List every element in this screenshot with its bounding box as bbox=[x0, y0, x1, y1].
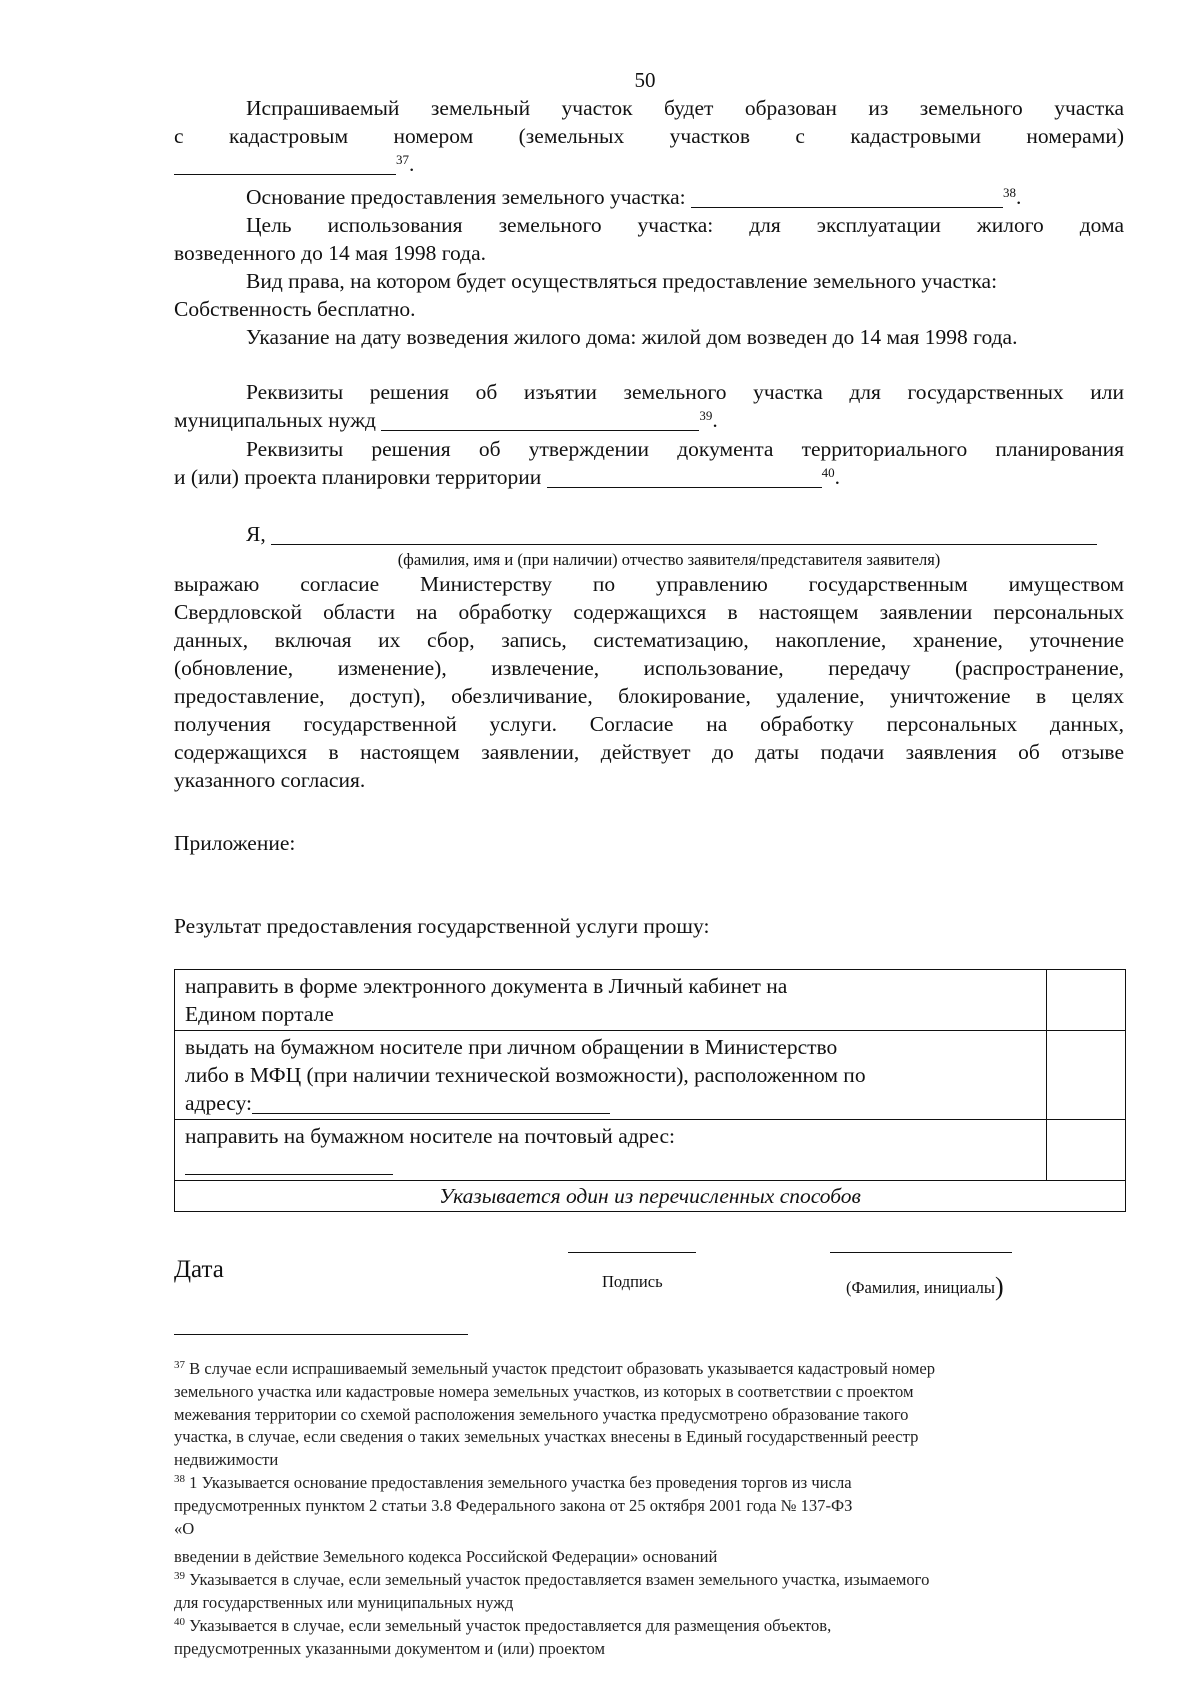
footnote-line: «О bbox=[174, 1518, 195, 1538]
signature-label: Подпись bbox=[602, 1272, 663, 1291]
option-row bbox=[175, 1031, 1126, 1120]
applicant-line: Я, bbox=[174, 520, 1124, 548]
option-note-row bbox=[175, 1181, 1126, 1212]
text-line: Реквизиты решения об изъятии земельного участка для государственных или bbox=[246, 380, 1124, 404]
footnote-38: $^{38}$ 1 Указывается основание предоставления земельного участка без проведения торгов из числа bbox=[174, 1472, 852, 1492]
postal-address-field[interactable] bbox=[185, 1154, 393, 1175]
basis-paragraph bbox=[174, 183, 1124, 211]
option-text: направить на бумажном носителе на почтовый адрес: bbox=[175, 1120, 1047, 1181]
result-title: Результат предоставления государственной услуги прошу: bbox=[174, 914, 710, 938]
text-line: указанного согласия. bbox=[174, 768, 366, 792]
text-line: с кадастровым номером (земельных участков с кадастровыми номерами) bbox=[174, 124, 1124, 148]
applicant-hint: (фамилия, имя и (при наличии) отчество заявителя/представителя заявителя) bbox=[397, 550, 941, 569]
text-line: содержащихся в настоящем заявлении, действует до даты подачи заявления об отзыве bbox=[174, 740, 1124, 764]
option-checkbox[interactable] bbox=[1047, 1120, 1126, 1181]
option-row bbox=[175, 970, 1126, 1031]
text-line: Собственность бесплатно. bbox=[174, 297, 416, 321]
footnote-ref: 39 bbox=[699, 408, 713, 423]
text-line: Основание предоставления земельного участка: $^{38}$. bbox=[246, 185, 1022, 209]
option-text: направить в форме электронного документа в Личный кабинет на Едином портале bbox=[175, 970, 1047, 1031]
text-line: данных, включая их сбор, запись, систематизацию, накопление, хранение, уточнение bbox=[174, 628, 1124, 652]
address-field[interactable] bbox=[252, 1093, 610, 1114]
text-line: $^{37}$. bbox=[174, 150, 1124, 178]
blank-field[interactable] bbox=[547, 465, 822, 488]
text-line: получения государственной услуги. Согласие на обработку персональных данных, bbox=[174, 712, 1124, 736]
text-line: возведенного до 14 мая 1998 года. bbox=[174, 241, 487, 265]
option-checkbox[interactable] bbox=[1047, 1031, 1126, 1120]
name-label: (Фамилия, инициалы) bbox=[846, 1272, 1004, 1301]
applicant-name-field[interactable] bbox=[271, 522, 1097, 545]
footnote-line: межевания территории со схемой расположения земельного участка предусмотрено образование такого bbox=[174, 1404, 909, 1424]
purpose-paragraph bbox=[174, 211, 1124, 267]
text-line: Цель использования земельного участка: для эксплуатации жилого дома bbox=[246, 213, 1124, 237]
footnote-line: участка, в случае, если сведения о таких земельных участках внесены в Единый государственный реестр bbox=[174, 1427, 919, 1447]
text-line: (обновление, изменение), извлечение, использование, передачу (распространение, bbox=[174, 656, 1124, 680]
build-date-paragraph bbox=[174, 323, 1124, 351]
page-number: 50 bbox=[634, 68, 656, 92]
text-line: Свердловской области на обработку содержащихся в настоящем заявлении персональных bbox=[174, 600, 1124, 624]
footnote-ref: 38 bbox=[1003, 185, 1017, 200]
planning-paragraph bbox=[174, 435, 1124, 491]
footnote-line: недвижимости bbox=[174, 1450, 279, 1470]
attachment-heading: Приложение: bbox=[174, 831, 296, 855]
cadastral-paragraph bbox=[174, 94, 1124, 178]
footnote-line: предусмотренных пунктом 2 статьи 3.8 Федерального закона от 25 октября 2001 года № 137-ФЗ bbox=[174, 1495, 853, 1515]
blank-field[interactable] bbox=[691, 185, 1003, 208]
text-line: предоставление, доступ), обезличивание, блокирование, удаление, уничтожение в целях bbox=[174, 684, 1124, 708]
blank-field[interactable] bbox=[174, 152, 396, 175]
text-line: Испрашиваемый земельный участок будет образован из земельного участка bbox=[246, 96, 1124, 120]
text-line: выражаю согласие Министерству по управлению государственным имуществом bbox=[174, 572, 1124, 596]
footnote-ref: 40 bbox=[821, 465, 835, 480]
blank-field[interactable] bbox=[381, 408, 699, 431]
footnote-line: введении в действие Земельного кодекса Российской Федерации» оснований bbox=[174, 1547, 718, 1567]
option-text: выдать на бумажном носителе при личном обращении в Министерство либо в МФЦ (при наличии технической возможности), расположенном по адресу: bbox=[175, 1031, 1047, 1120]
name-line[interactable] bbox=[830, 1252, 1012, 1253]
footnote-line: земельного участка или кадастровые номера земельных участков, из которых в соответствии с проектом bbox=[174, 1381, 914, 1401]
footnote-line: предусмотренных указанными документом и (или) проектом bbox=[174, 1638, 606, 1658]
text-line: муниципальных нужд $^{39}$. bbox=[174, 408, 718, 432]
option-note: Указывается один из перечисленных способов bbox=[175, 1181, 1126, 1212]
result-options-table bbox=[174, 969, 1126, 1212]
footnote-line: для государственных или муниципальных нужд bbox=[174, 1592, 514, 1612]
footnote-40: $^{40}$ Указывается в случае, если земельный участок предоставляется для размещения объектов, bbox=[174, 1615, 832, 1635]
footnotes bbox=[174, 1358, 1124, 1660]
signature-line[interactable] bbox=[568, 1252, 696, 1253]
consent-paragraph bbox=[174, 520, 1124, 794]
footnote-39: $^{39}$ Указывается в случае, если земельный участок предоставляется взамен земельного участка, изымаемого bbox=[174, 1570, 930, 1590]
text-line: Указание на дату возведения жилого дома: жилой дом возведен до 14 мая 1998 года. bbox=[246, 325, 1018, 349]
option-row bbox=[175, 1120, 1126, 1181]
text-line: Реквизиты решения об утверждении документа территориального планирования bbox=[246, 437, 1124, 461]
footnote-37: $^{37}$ В случае если испрашиваемый земельный участок предстоит образовать указывается кадастровый номер bbox=[174, 1359, 936, 1378]
footnote-ref: 37 bbox=[396, 152, 409, 167]
text-line: и (или) проекта планировки территории $^{40}$. bbox=[174, 465, 840, 489]
right-type-paragraph bbox=[174, 267, 1124, 323]
text-line: Вид права, на котором будет осуществляться предоставление земельного участка: bbox=[246, 269, 998, 293]
date-label: Дата bbox=[174, 1256, 224, 1283]
footnote-separator bbox=[174, 1334, 468, 1335]
option-checkbox[interactable] bbox=[1047, 970, 1126, 1031]
seizure-paragraph bbox=[174, 378, 1124, 434]
